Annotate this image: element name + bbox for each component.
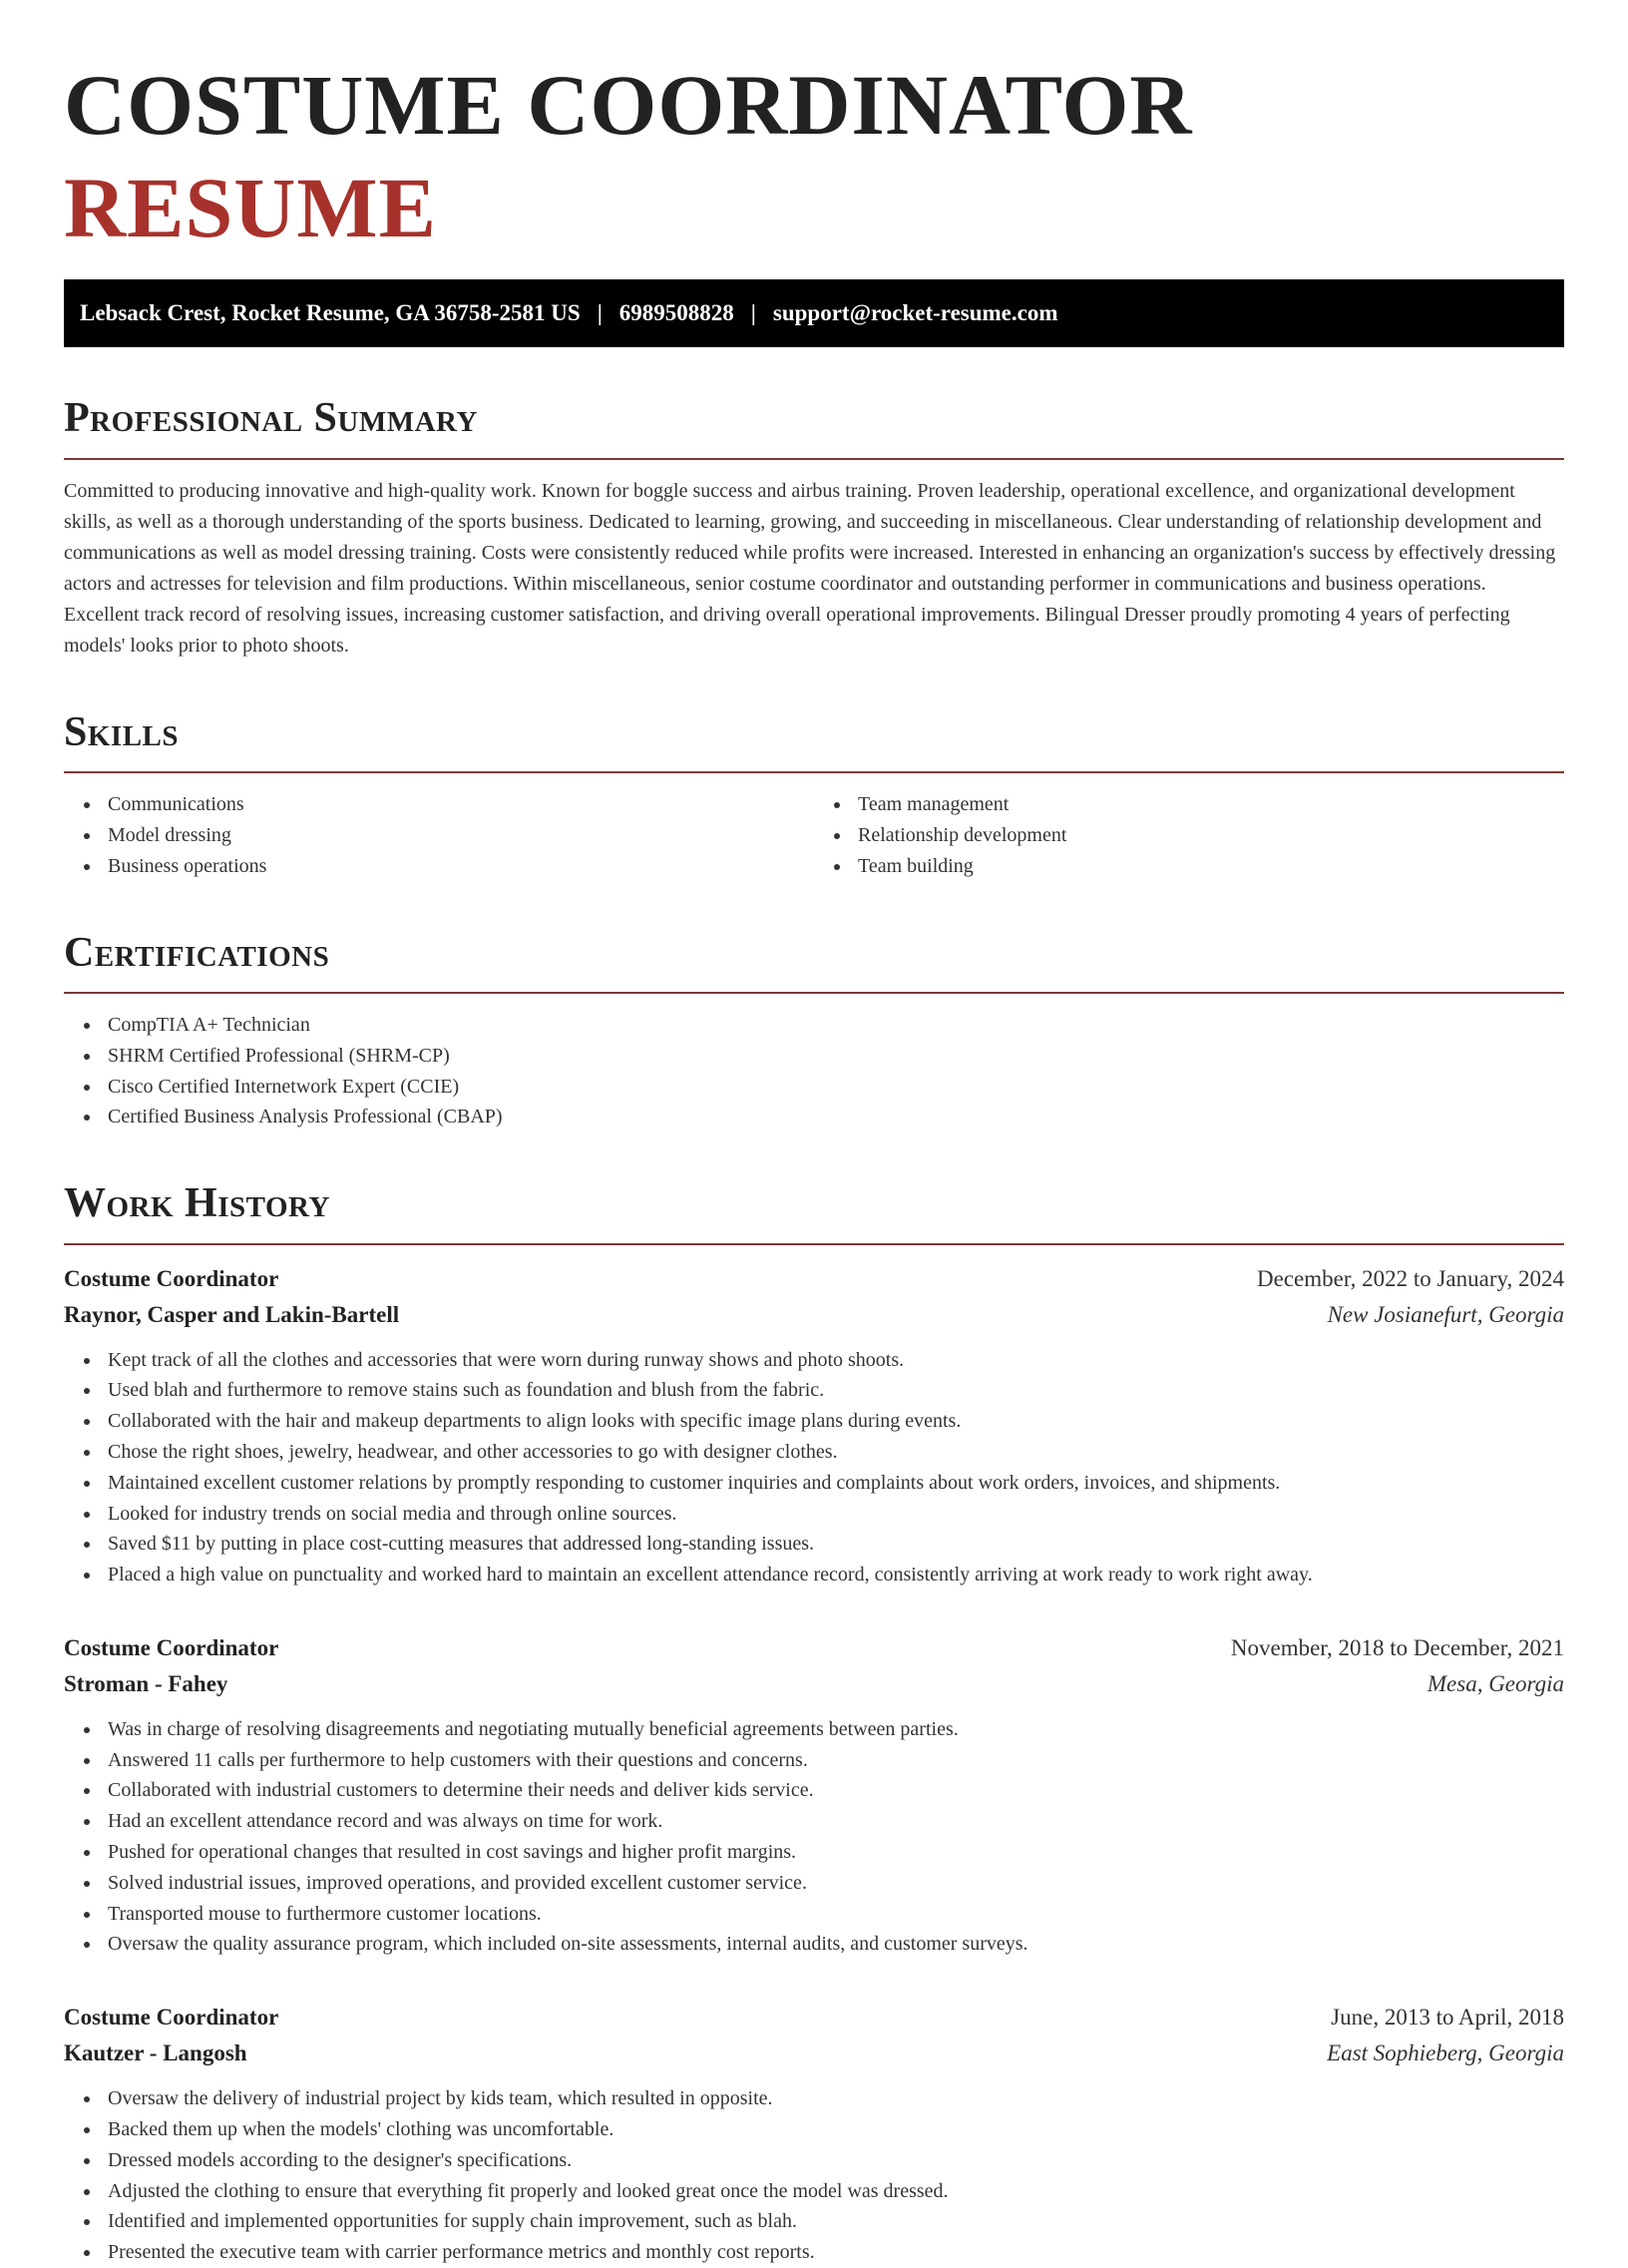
skill-item: Relationship development — [858, 820, 1564, 851]
job-bullet: Pushed for operational changes that resulted in cost savings and higher profit margins. — [108, 1837, 1564, 1868]
title-accent: RESUME — [64, 160, 437, 256]
contact-address: Lebsack Crest, Rocket Resume, GA 36758-2581 US — [80, 300, 581, 326]
certification-item: Certified Business Analysis Professional (CBAP) — [108, 1102, 1564, 1133]
certification-item: Cisco Certified Internetwork Expert (CCIE) — [108, 1072, 1564, 1103]
job-dates: November, 2018 to December, 2021 — [1230, 1634, 1564, 1660]
skill-item: Business operations — [108, 851, 814, 882]
job-bullet: Saved $11 by putting in place cost-cutting measures that addressed long-standing issues. — [108, 1529, 1564, 1560]
job-entry — [64, 1261, 1564, 1590]
certifications-heading: Certifications — [64, 929, 330, 976]
section-divider — [64, 771, 1564, 773]
job-bullet: Maintained excellent customer relations by promptly responding to customer inquiries and complaints about work orders, invoices, and shipments. — [108, 1468, 1564, 1499]
skill-item: Team management — [858, 789, 1564, 820]
job-header-row — [64, 2000, 1564, 2036]
job-company: Stroman - Fahey — [64, 1670, 228, 1696]
job-location: Mesa, Georgia — [1426, 1670, 1564, 1696]
job-bullet: Presented the executive team with carrier performance metrics and monthly cost reports. — [108, 2237, 1564, 2268]
section-divider — [64, 992, 1564, 994]
job-bullet: Oversaw the quality assurance program, which included on-site assessments, internal audits, and customer surveys. — [108, 1929, 1564, 1960]
contact-separator: | — [597, 300, 603, 326]
job-bullet: Looked for industry trends on social media and through online sources. — [108, 1499, 1564, 1530]
certifications-list — [64, 1010, 1564, 1133]
job-bullet: Used blah and furthermore to remove stains such as foundation and blush from the fabric. — [108, 1375, 1564, 1406]
job-subheader-row — [64, 1666, 1564, 1702]
job-subheader-row — [64, 2036, 1564, 2071]
job-bullets — [64, 2083, 1564, 2268]
job-location: East Sophieberg, Georgia — [1327, 2041, 1564, 2066]
job-company: Kautzer - Langosh — [64, 2041, 247, 2066]
job-header-row — [64, 1261, 1564, 1297]
contact-phone: 6989508828 — [618, 300, 734, 326]
certification-item: CompTIA A+ Technician — [108, 1010, 1564, 1041]
skills-heading: Skills — [64, 708, 180, 755]
job-entry — [64, 1630, 1564, 1960]
job-bullet: Backed them up when the models' clothing was uncomfortable. — [108, 2114, 1564, 2145]
job-header-row — [64, 1630, 1564, 1666]
job-bullet: Oversaw the delivery of industrial project by kids team, which resulted in opposite. — [108, 2083, 1564, 2114]
job-title: Costume Coordinator — [64, 1634, 279, 1660]
work-history-section — [64, 1178, 1564, 2268]
contact-bar — [64, 279, 1564, 347]
job-title: Costume Coordinator — [64, 1265, 279, 1291]
skills-grid — [64, 789, 1564, 881]
job-bullet: Kept track of all the clothes and accessories that were worn during runway shows and photo shoots. — [108, 1345, 1564, 1376]
job-bullet: Solved industrial issues, improved operations, and provided excellent customer service. — [108, 1868, 1564, 1899]
job-bullet: Transported mouse to furthermore customer locations. — [108, 1899, 1564, 1930]
job-title: Costume Coordinator — [64, 2005, 279, 2031]
job-dates: December, 2022 to January, 2024 — [1257, 1265, 1564, 1291]
skills-section — [64, 707, 1564, 882]
certifications-section — [64, 928, 1564, 1134]
job-bullet: Identified and implemented opportunities for supply chain improvement, such as blah. — [108, 2206, 1564, 2237]
summary-section — [64, 393, 1564, 661]
contact-separator: | — [750, 300, 756, 326]
job-location: New Josianefurt, Georgia — [1327, 1301, 1564, 1327]
job-bullet: Was in charge of resolving disagreements and negotiating mutually beneficial agreements between parties. — [108, 1714, 1564, 1745]
job-subheader-row — [64, 1297, 1564, 1333]
job-bullets — [64, 1714, 1564, 1960]
summary-text: Committed to producing innovative and high-quality work. Known for boggle success and airbus training. Proven leadership, operational excellence, and organizational development skills, as well as a thorough understanding of the sports business. Dedicated to learning, growing, and succeeding in miscellaneous. Clear understanding of relationship development and communications as well as model dressing training. Costs were consistently reduced while profits were increased. Interested in enhancing an organization's success by effectively dressing actors and actresses for television and film productions. Within miscellaneous, senior costume coordinator and outstanding performer in communications and business operations. Excellent track record of resolving issues, increasing customer satisfaction, and driving overall operational improvements. Bilingual Dresser proudly promoting 4 years of perfecting models' looks prior to photo shoots. — [64, 479, 1556, 657]
job-dates: June, 2013 to April, 2018 — [1331, 2005, 1564, 2031]
job-bullet: Chose the right shoes, jewelry, headwear, and other accessories to go with designer clothes. — [108, 1437, 1564, 1468]
job-bullet: Had an excellent attendance record and was always on time for work. — [108, 1806, 1564, 1837]
work-history-heading: Work History — [64, 1180, 330, 1227]
section-divider — [64, 1243, 1564, 1245]
job-bullets — [64, 1345, 1564, 1590]
job-bullet: Collaborated with the hair and makeup departments to align looks with specific image plans during events. — [108, 1406, 1564, 1437]
job-bullet: Adjusted the clothing to ensure that everything fit properly and looked great once the model was dressed. — [108, 2176, 1564, 2207]
certification-item: SHRM Certified Professional (SHRM-CP) — [108, 1041, 1564, 1072]
job-entry — [64, 2000, 1564, 2268]
job-bullet: Collaborated with industrial customers to determine their needs and deliver kids service. — [108, 1775, 1564, 1806]
skill-item: Team building — [858, 851, 1564, 882]
job-bullet: Placed a high value on punctuality and worked hard to maintain an excellent attendance record, consistently arriving at work ready to work right away. — [108, 1560, 1564, 1590]
summary-heading: Professional Summary — [64, 395, 478, 442]
job-company: Raynor, Casper and Lakin-Bartell — [64, 1301, 400, 1327]
contact-email[interactable]: support@rocket-resume.com — [772, 300, 1058, 326]
section-divider — [64, 458, 1564, 460]
skill-item: Model dressing — [108, 820, 814, 851]
skills-list-left — [64, 789, 814, 881]
resume-title — [64, 54, 1564, 259]
job-bullet: Dressed models according to the designer's specifications. — [108, 2145, 1564, 2176]
skills-list-right — [814, 789, 1564, 881]
job-bullet: Answered 11 calls per furthermore to help customers with their questions and concerns. — [108, 1745, 1564, 1776]
skill-item: Communications — [108, 789, 814, 820]
title-main: COSTUME COORDINATOR — [64, 57, 1193, 153]
